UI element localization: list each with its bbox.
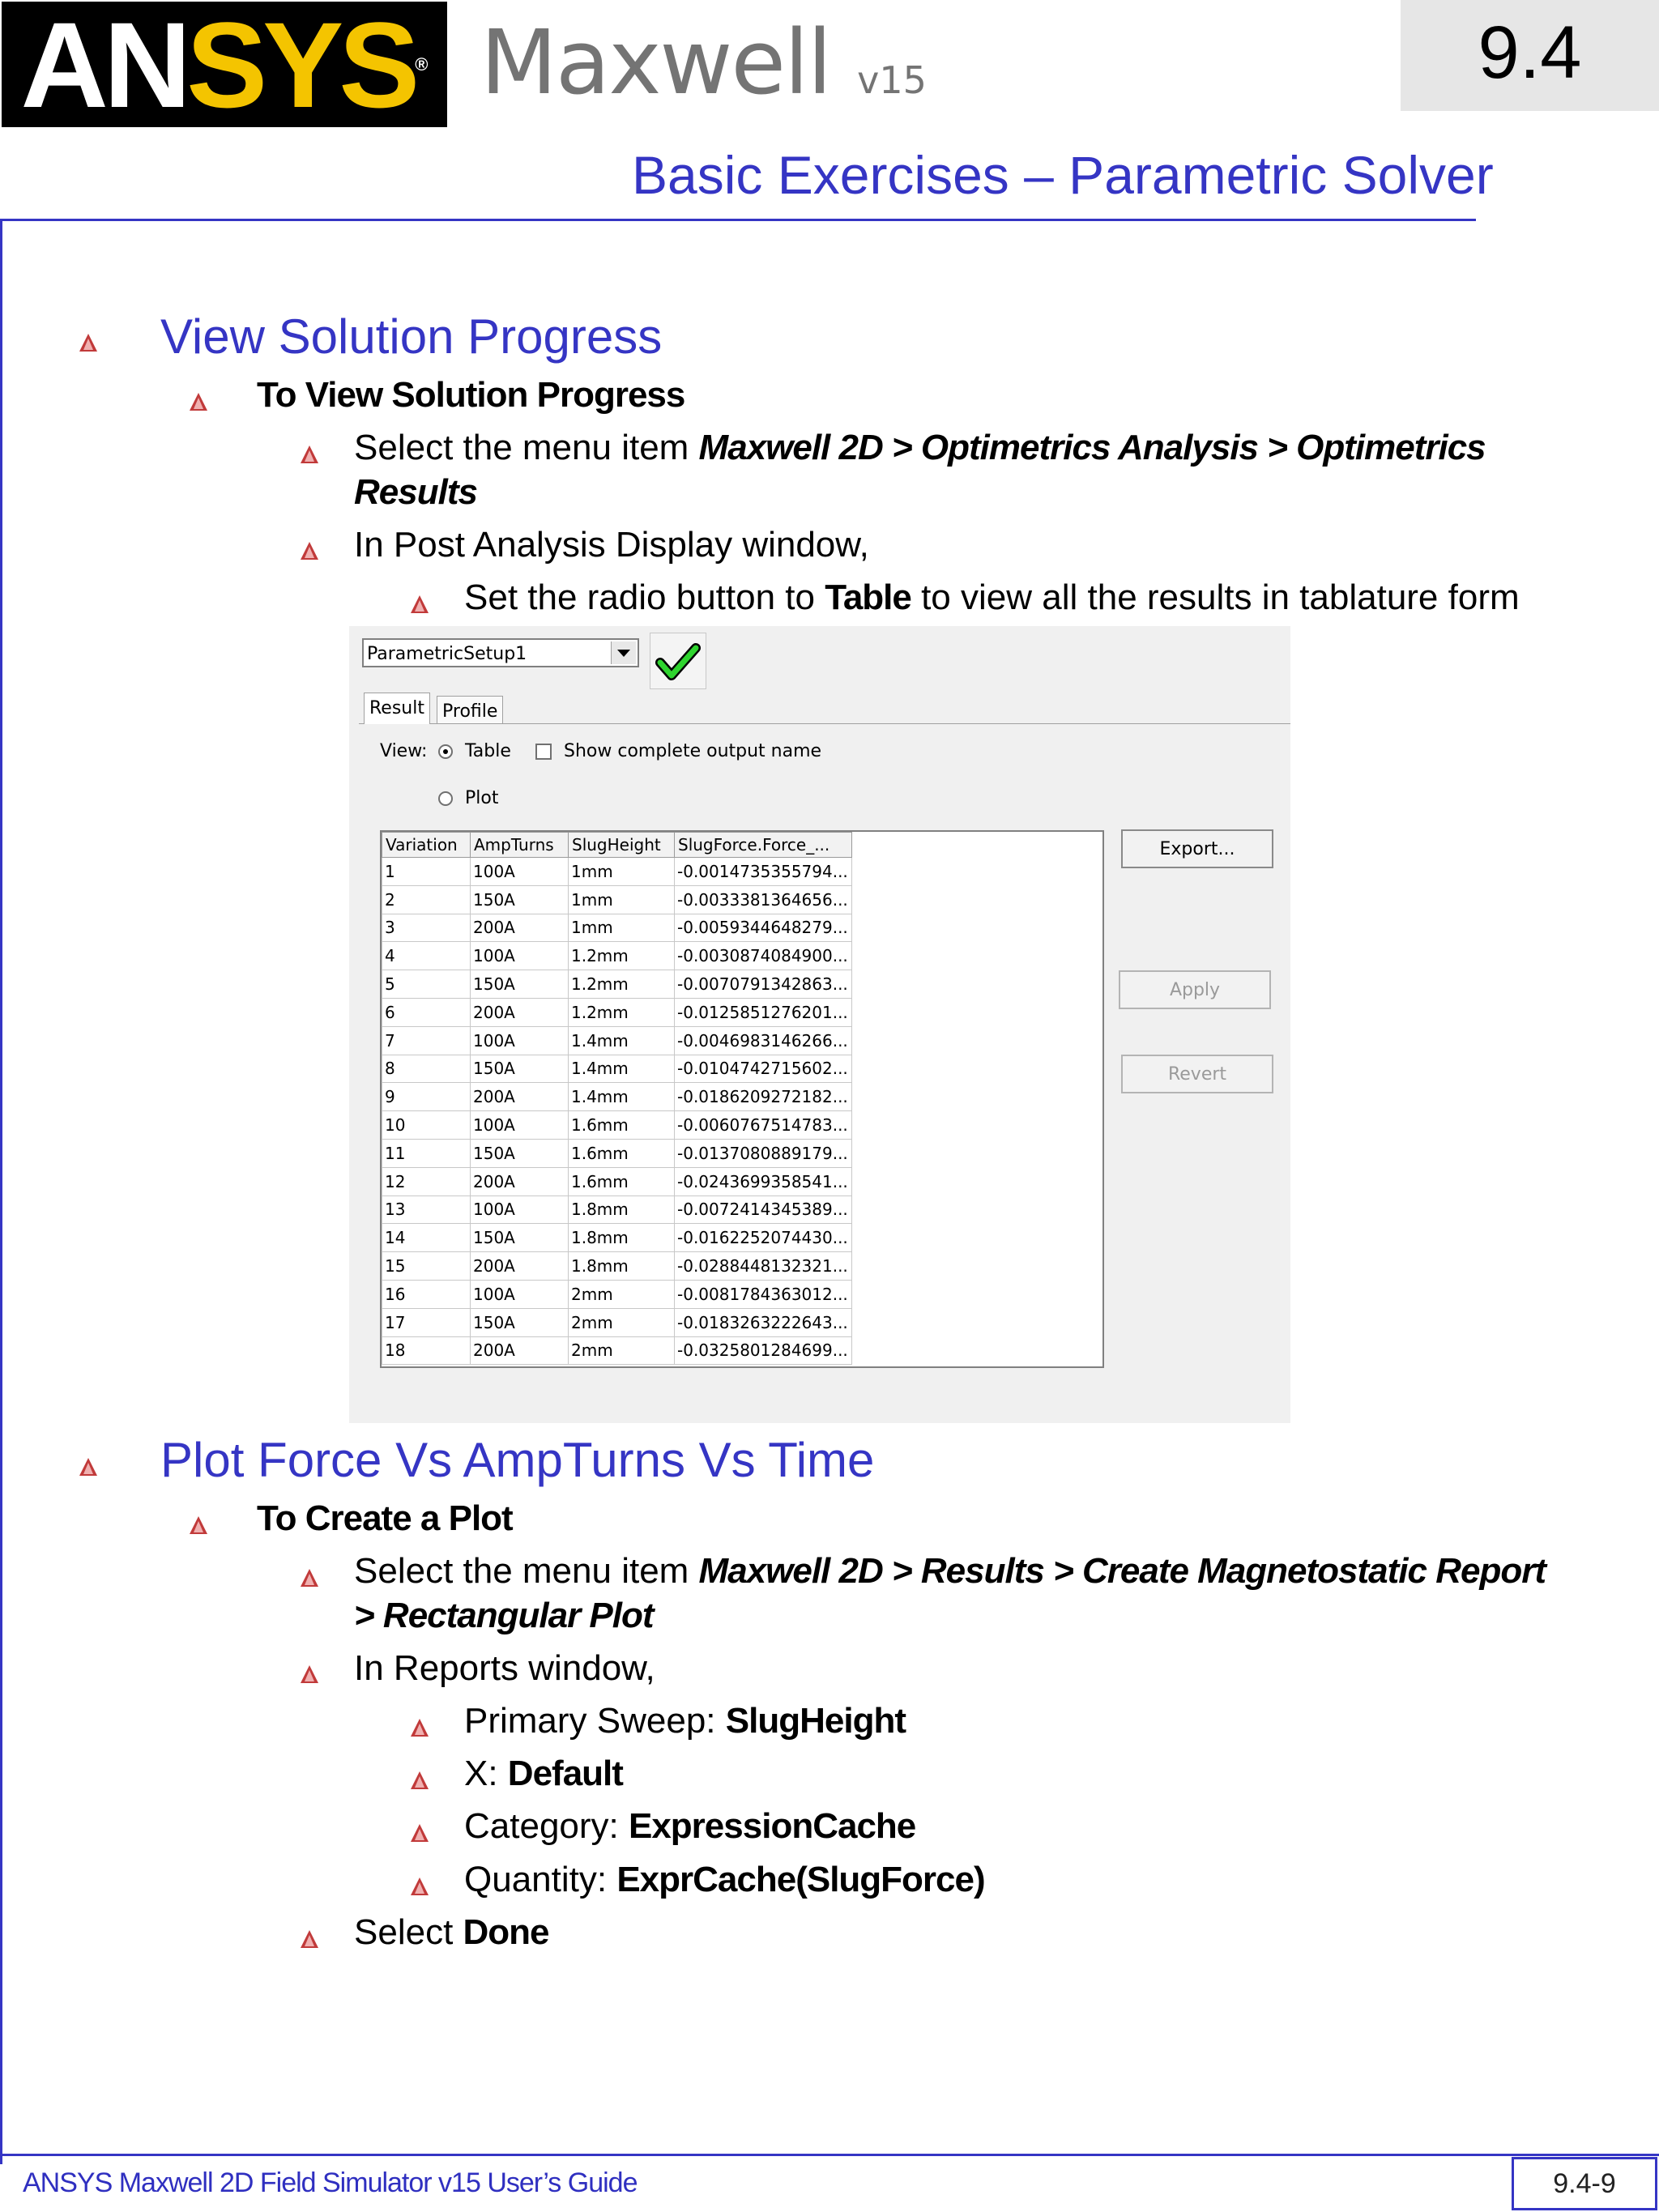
title-rule (0, 219, 1476, 221)
menu-path-cont: Results (354, 472, 477, 512)
table-cell: -0.0014735355794... (675, 858, 852, 886)
bullet-icon (188, 1515, 209, 1536)
checkmark-icon (650, 633, 706, 688)
table-cell: 150A (471, 1055, 569, 1083)
table-row[interactable] (382, 1252, 852, 1281)
column-header[interactable]: Variation (382, 833, 471, 858)
table-cell: -0.0137080889179... (675, 1139, 852, 1167)
table-cell: 1.6mm (569, 1167, 675, 1196)
step-report-menu: Select the menu item Maxwell 2D > Results > Create Magnetostatic Report (354, 1551, 1546, 1591)
table-row[interactable] (382, 1026, 852, 1055)
table-cell: 14 (382, 1224, 471, 1252)
table-cell: 1.2mm (569, 970, 675, 999)
footer-guide-title: ANSYS Maxwell 2D Field Simulator v15 User’s Guide (23, 2167, 638, 2198)
table-cell: 100A (471, 1280, 569, 1308)
bullet-icon (78, 332, 99, 353)
product-name: Maxwell v15 (480, 11, 927, 114)
table-cell: 100A (471, 858, 569, 886)
export-button[interactable]: Export... (1121, 829, 1273, 868)
step-post-analysis: In Post Analysis Display window, (354, 525, 869, 565)
table-cell: 4 (382, 942, 471, 970)
table-cell: 1mm (569, 858, 675, 886)
post-analysis-dialog (349, 626, 1290, 1423)
table-cell: -0.0070791342863... (675, 970, 852, 999)
show-complete-name-checkbox[interactable] (535, 744, 552, 760)
bullet-icon (299, 540, 320, 561)
bullet-icon (409, 1822, 430, 1843)
bullet-icon (188, 391, 209, 412)
table-row[interactable] (382, 1336, 852, 1365)
table-cell: -0.0104742715602... (675, 1055, 852, 1083)
bullet-icon (409, 1770, 430, 1791)
table-row[interactable] (382, 1083, 852, 1111)
table-row[interactable] (382, 858, 852, 886)
table-cell: 2mm (569, 1280, 675, 1308)
checkbox-label: Show complete output name (564, 741, 822, 761)
table-cell: 6 (382, 998, 471, 1026)
table-cell: 1.4mm (569, 1083, 675, 1111)
table-cell: 18 (382, 1336, 471, 1365)
table-cell: 8 (382, 1055, 471, 1083)
table-row[interactable] (382, 1224, 852, 1252)
bullet-icon (409, 594, 430, 615)
table-row[interactable] (382, 1167, 852, 1196)
table-cell: 7 (382, 1026, 471, 1055)
table-cell: -0.0081784363012... (675, 1280, 852, 1308)
table-cell: 150A (471, 885, 569, 914)
step-x: X: Default (464, 1754, 623, 1793)
table-cell: 1.2mm (569, 998, 675, 1026)
bullet-icon (299, 1664, 320, 1685)
table-cell: 2mm (569, 1308, 675, 1336)
bullet-icon (299, 444, 320, 465)
radio-table-label: Table (465, 741, 511, 761)
table-row[interactable] (382, 1111, 852, 1140)
step-quantity: Quantity: ExprCache(SlugForce) (464, 1860, 985, 1899)
subheading-progress: To View Solution Progress (257, 375, 685, 415)
table-cell: 150A (471, 1139, 569, 1167)
step-radio-table: Set the radio button to Table to view all the results in tablature form (464, 578, 1520, 617)
menu-path: Maxwell 2D > Optimetrics Analysis > Optimetrics (698, 428, 1486, 467)
table-cell: 1.2mm (569, 942, 675, 970)
table-cell: 1.4mm (569, 1055, 675, 1083)
table-row[interactable] (382, 970, 852, 999)
table-row[interactable] (382, 1196, 852, 1224)
apply-button[interactable]: Apply (1119, 970, 1271, 1009)
bullet-icon (78, 1456, 99, 1477)
column-header[interactable]: SlugHeight (569, 833, 675, 858)
table-cell: 200A (471, 1252, 569, 1281)
table-row[interactable] (382, 998, 852, 1026)
ansys-logo (2, 0, 447, 133)
table-cell: 1.6mm (569, 1111, 675, 1140)
table-cell: 17 (382, 1308, 471, 1336)
table-cell: -0.0125851276201... (675, 998, 852, 1026)
apply-checkmark-button[interactable] (650, 633, 706, 689)
section-heading-plot: Plot Force Vs AmpTurns Vs Time (160, 1433, 875, 1487)
table-cell: 13 (382, 1196, 471, 1224)
table-cell: 150A (471, 1224, 569, 1252)
bullet-icon (299, 1929, 320, 1950)
tab-result[interactable]: Result (364, 693, 430, 724)
results-table[interactable] (380, 830, 1104, 1368)
table-cell: -0.0183263222643... (675, 1308, 852, 1336)
step-menu-item: Select the menu item Maxwell 2D > Optimetrics Analysis > Optimetrics (354, 428, 1486, 467)
table-cell: -0.0046983146266... (675, 1026, 852, 1055)
revert-button[interactable]: Revert (1121, 1055, 1273, 1093)
product-version: v15 (857, 58, 927, 102)
setup-select[interactable]: ParametricSetup1 (362, 638, 639, 667)
table-cell: 100A (471, 942, 569, 970)
step-category: Category: ExpressionCache (464, 1806, 916, 1846)
table-cell: 200A (471, 998, 569, 1026)
table-cell: -0.0030874084900... (675, 942, 852, 970)
table-cell: -0.0059344648279... (675, 914, 852, 942)
table-cell: 9 (382, 1083, 471, 1111)
table-cell: 150A (471, 1308, 569, 1336)
table-cell: 100A (471, 1026, 569, 1055)
bullet-icon (409, 1717, 430, 1738)
section-heading-progress: View Solution Progress (160, 309, 663, 364)
table-row[interactable] (382, 1139, 852, 1167)
frame-left-rule (0, 219, 2, 2164)
subheading-create-plot: To Create a Plot (257, 1498, 513, 1538)
table-cell: 100A (471, 1111, 569, 1140)
radio-table[interactable] (438, 744, 453, 759)
table-cell: 16 (382, 1280, 471, 1308)
table-row[interactable] (382, 1280, 852, 1308)
table-cell: 1.6mm (569, 1139, 675, 1167)
column-header[interactable]: AmpTurns (471, 833, 569, 858)
radio-plot[interactable] (438, 791, 453, 806)
table-cell: 12 (382, 1167, 471, 1196)
table-cell: 200A (471, 1083, 569, 1111)
bullet-icon (299, 1567, 320, 1588)
results-grid (382, 832, 852, 1365)
table-cell: 1.8mm (569, 1252, 675, 1281)
page-number: 9.4-9 (1512, 2157, 1657, 2210)
table-cell: 3 (382, 914, 471, 942)
table-cell: 10 (382, 1111, 471, 1140)
table-row[interactable] (382, 914, 852, 942)
step-done: Select Done (354, 1912, 549, 1952)
step-reports-window: In Reports window, (354, 1648, 655, 1688)
table-cell: 1.4mm (569, 1026, 675, 1055)
ansys-logo-text: AN SYS ® (20, 0, 429, 133)
table-cell: 1mm (569, 914, 675, 942)
table-cell: 200A (471, 1336, 569, 1365)
table-cell: 11 (382, 1139, 471, 1167)
table-cell: 15 (382, 1252, 471, 1281)
page-title: Basic Exercises – Parametric Solver (632, 145, 1494, 205)
view-label: View: (380, 741, 428, 761)
table-cell: 1 (382, 858, 471, 886)
table-cell: -0.0243699358541... (675, 1167, 852, 1196)
table-row[interactable] (382, 942, 852, 970)
table-cell: 5 (382, 970, 471, 999)
table-cell: -0.0186209272182... (675, 1083, 852, 1111)
table-cell: 100A (471, 1196, 569, 1224)
table-cell: -0.0325801284699... (675, 1336, 852, 1365)
table-cell: -0.0033381364656... (675, 885, 852, 914)
table-cell: -0.0072414345389... (675, 1196, 852, 1224)
table-cell: 1mm (569, 885, 675, 914)
column-header[interactable]: SlugForce.Force_... (675, 833, 852, 858)
table-cell: 200A (471, 1167, 569, 1196)
chapter-number: 9.4 (1478, 11, 1582, 94)
step-primary-sweep: Primary Sweep: SlugHeight (464, 1701, 906, 1741)
table-cell: -0.0162252074430... (675, 1224, 852, 1252)
table-row[interactable] (382, 885, 852, 914)
table-cell: 150A (471, 970, 569, 999)
chevron-down-icon[interactable] (611, 641, 636, 664)
menu-path-cont: > Rectangular Plot (354, 1596, 654, 1635)
table-cell: -0.0288448132321... (675, 1252, 852, 1281)
table-row[interactable] (382, 1055, 852, 1083)
table-cell: -0.0060767514783... (675, 1111, 852, 1140)
tab-divider (359, 723, 1290, 724)
tab-profile[interactable]: Profile (437, 696, 503, 724)
table-cell: 2 (382, 885, 471, 914)
footer-rule (0, 2154, 1659, 2156)
table-cell: 1.8mm (569, 1196, 675, 1224)
radio-plot-label: Plot (465, 788, 499, 808)
table-cell: 2mm (569, 1336, 675, 1365)
table-cell: 1.8mm (569, 1224, 675, 1252)
table-row[interactable] (382, 1308, 852, 1336)
table-cell: 200A (471, 914, 569, 942)
bullet-icon (409, 1876, 430, 1897)
menu-path: Maxwell 2D > Results > Create Magnetostatic Report (698, 1551, 1546, 1591)
